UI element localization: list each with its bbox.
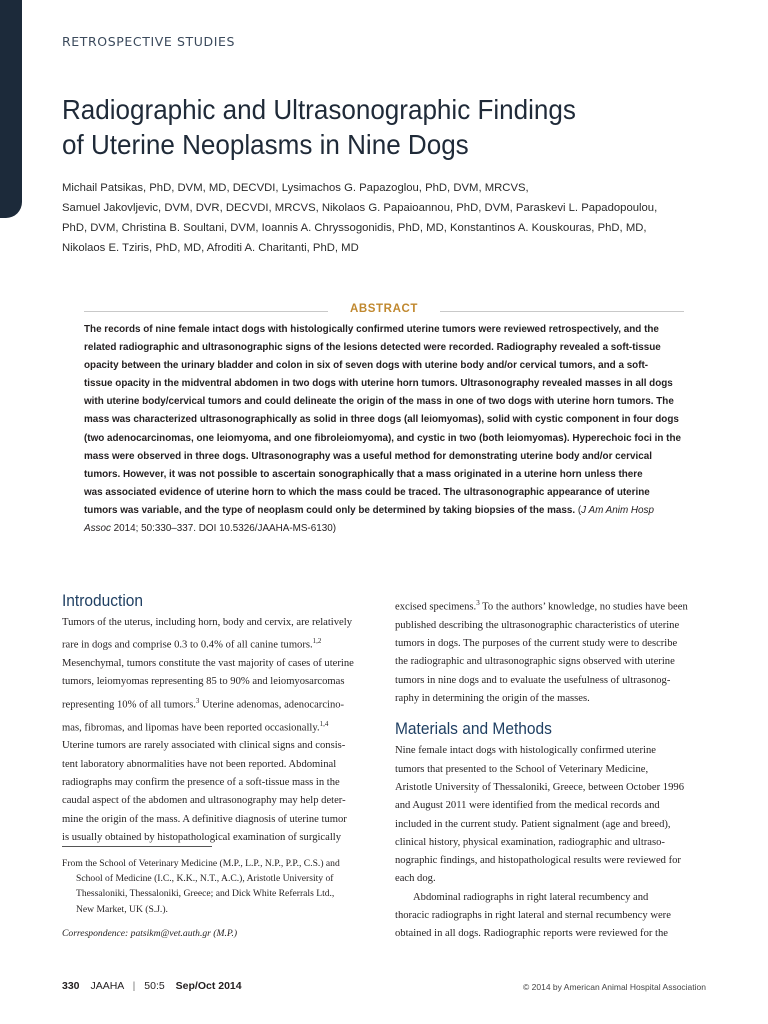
body-line-text: rare in dogs and comprise 0.3 to 0.4% of all canine tumors. (62, 639, 313, 651)
body-line (62, 632, 378, 655)
body-line: tumors, leiomyomas representing 85 to 90% and leiomyosarcomas (62, 676, 345, 688)
body-line: tumors that presented to the School of Veterinary Medicine, (395, 763, 649, 775)
abstract-line: related radiographic and ultrasonographic signs of the lesions detected were recorded. Radiography revealed a soft-tissue (84, 342, 661, 354)
page-footer (62, 980, 242, 992)
body-line: each dog. (395, 873, 436, 885)
citation-details: 2014; 50:330–337. DOI 10.5326/JAAHA-MS-6130) (110, 523, 336, 535)
body-line-text: representing 10% of all tumors. (62, 699, 196, 711)
citation-journal-cont: Assoc (84, 523, 111, 535)
abstract-rule-left (84, 311, 328, 312)
body-line: tent laboratory abnormalities have not been reported. Abdominal (62, 758, 337, 770)
abstract-line: with uterine body/cervical tumors and could delineate the origin of the mass in one of two dogs with uterine horn tumors. The (84, 396, 674, 408)
abstract-last-sentence: tumors was variable, and the type of neoplasm could only be determined by taking biopsies of the mass. (84, 504, 576, 516)
author-line: Nikolaos E. Tziris, PhD, MD, Afroditi A. Charitanti, PhD, MD (62, 242, 359, 254)
methods-text (395, 742, 711, 943)
reference-superscript: 3 (476, 599, 480, 607)
abstract-line: The records of nine female intact dogs with histologically confirmed uterine tumors were reviewed retrospectively, and the (84, 324, 659, 335)
abstract-line: (two adenocarcinomas, one leiomyoma, and one fibroleiomyoma), and cystic in two (both leiomyomas). Hyperechoic foci in the (84, 432, 681, 444)
body-line: Tumors of the uterus, including horn, body and cervix, are relatively (62, 617, 352, 628)
body-line: clinical history, physical examination, radiographic and ultraso- (395, 836, 665, 848)
footnote-line: New Market, UK (S.J.). (76, 903, 168, 915)
page-number: 330 (62, 980, 80, 992)
body-line: obtained in all dogs. Radiographic reports were reviewed for the (395, 928, 668, 940)
article-title (62, 92, 676, 162)
body-line: published describing the ultrasonographic characteristics of uterine (395, 619, 680, 631)
footnote-line: School of Medicine (I.C., K.K., N.T., A.C.), Aristotle University of (76, 873, 334, 885)
body-line: thoracic radiographs in right lateral and sternal recumbency were (395, 909, 671, 921)
body-line-text: To the authors’ knowledge, no studies have been (479, 601, 688, 613)
journal-name: JAAHA (90, 980, 124, 992)
footnote-line: From the School of Veterinary Medicine (M.P., L.P., N.P., P.P., C.S.) and (62, 858, 340, 869)
body-line: nographic findings, and histopathological results were reviewed for (395, 855, 681, 867)
body-line-text: excised specimens. (395, 601, 477, 613)
abstract-line: tumors. However, it was not possible to ascertain sonographically that a mass originated in a uterine horn unless there (84, 468, 643, 480)
left-column (62, 590, 378, 847)
abstract-rule-right (440, 311, 684, 312)
body-line-text: Uterine adenomas, adenocarcino- (199, 699, 345, 711)
author-line: Samuel Jakovljevic, DVM, DVR, DECVDI, MRCVS, Nikolaos G. Papaioannou, PhD, DVM, Paraskevi L. Papadopoulou, (62, 202, 658, 214)
abstract-line (84, 502, 684, 520)
body-line: tumors in nine dogs and to evaluate the usefulness of ultrasonog- (395, 674, 671, 686)
abstract-line: tissue opacity in the midventral abdomen in two dogs with uterine horn tumors. Ultrasonography revealed masses in all dogs (84, 378, 673, 390)
affiliation-footnote (62, 856, 382, 941)
body-line: tumors in dogs. The purposes of the current study were to describe (395, 638, 678, 650)
methods-heading: Materials and Methods (395, 720, 552, 739)
body-line: mine the origin of the mass. A definitive diagnosis of uterine tumor (62, 813, 347, 825)
title-line: Radiographic and Ultrasonographic Findings (62, 94, 576, 125)
abstract-line: mass was characterized ultrasonographically as solid in three dogs (all leiomyomas), solid with cystic component in four dogs (84, 414, 679, 426)
title-line: of Uterine Neoplasms in Nine Dogs (62, 129, 469, 160)
introduction-heading: Introduction (62, 592, 144, 610)
footnote-rule (62, 846, 212, 847)
abstract-body (84, 321, 684, 538)
author-list (62, 178, 702, 258)
body-line: included in the current study. Patient signalment (age and breed), (395, 818, 671, 830)
body-line: Mesenchymal, tumors constitute the vast majority of cases of uterine (62, 658, 354, 670)
reference-superscript: 3 (195, 696, 200, 705)
body-line: Aristotle University of Thessaloniki, Greece, between October 1996 (395, 781, 684, 793)
body-line (62, 715, 378, 738)
copyright-notice: © 2014 by American Animal Hospital Association (523, 982, 706, 992)
body-line: Uterine tumors are rarely associated with clinical signs and consis- (62, 740, 346, 752)
body-line: Nine female intact dogs with histologically confirmed uterine (395, 745, 656, 757)
body-line (395, 594, 711, 617)
abstract-heading: ABSTRACT (349, 303, 419, 315)
correspondence-line: Correspondence: patsikm@vet.auth.gr (M.P.) (62, 927, 238, 939)
reference-superscript: 1,4 (319, 719, 329, 728)
citation-open: ( (575, 504, 582, 516)
side-tab-decoration (0, 0, 22, 218)
body-line: caudal aspect of the abdomen and ultrasonography may help deter- (62, 795, 346, 807)
footer-separator: | (132, 980, 136, 992)
body-line: the radiographic and ultrasonographic signs observed with uterine (395, 656, 675, 668)
abstract-line: was associated evidence of uterine horn to which the mass could be traced. The ultrasonographic appearance of uterine (84, 486, 650, 498)
citation-journal: J Am Anim Hosp (581, 504, 654, 516)
right-column (395, 594, 711, 944)
body-line: is usually obtained by histopathological examination of surgically (62, 831, 342, 843)
footnote-line: Thessaloniki, Thessaloniki, Greece; and Dick White Referrals Ltd., (76, 888, 335, 900)
body-line-text: mas, fibromas, and lipomas have been reported occasionally. (62, 722, 320, 734)
author-line: Michail Patsikas, PhD, DVM, MD, DECVDI, Lysimachos G. Papazoglou, PhD, DVM, MRCVS, (62, 182, 529, 194)
body-line (62, 692, 378, 715)
abstract-line: mass were observed in three dogs. Ultrasonography was a useful method for demonstrating uterine body and/or cervical (84, 450, 652, 462)
section-label: RETROSPECTIVE STUDIES (62, 34, 236, 49)
abstract-line: opacity between the urinary bladder and colon in six of seven dogs with uterine body and/or cervical tumors, and a soft- (84, 360, 649, 372)
journal-volume: 50:5 (144, 980, 165, 992)
issue-date: Sep/Oct 2014 (175, 980, 242, 992)
body-line: radiographs may confirm the presence of a soft-tissue mass in the (62, 776, 340, 788)
introduction-text (62, 614, 378, 847)
body-line: raphy in determining the origin of the masses. (395, 693, 590, 705)
author-line: PhD, DVM, Christina B. Soultani, DVM, Ioannis A. Chryssogonidis, PhD, MD, Konstantinos A. Kouskouras, PhD, MD, (62, 222, 647, 234)
introduction-continued (395, 594, 711, 708)
body-line: Abdominal radiographs in right lateral recumbency and (413, 891, 649, 903)
citation-line (84, 520, 684, 538)
reference-superscript: 1,2 (312, 637, 322, 646)
body-line: and August 2011 were identified from the medical records and (395, 800, 660, 812)
